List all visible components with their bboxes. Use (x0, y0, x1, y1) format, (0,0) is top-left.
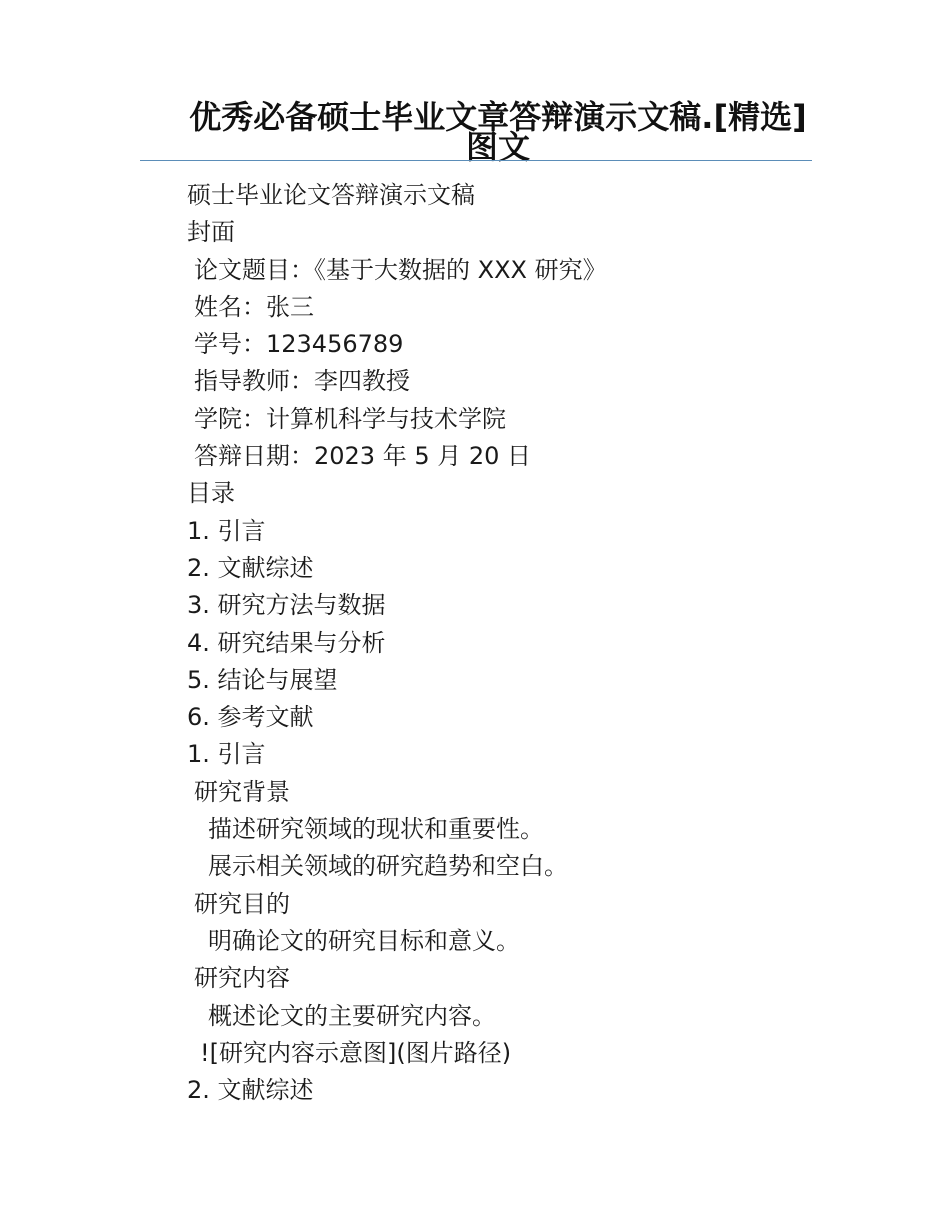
document-title: 优秀必备硕士毕业文章答辩演示文稿.[精选]图文 (189, 98, 807, 166)
cover-student-id: 学号：123456789 (194, 330, 404, 359)
subheading-content: 研究内容 (194, 964, 290, 993)
cover-defense-date: 答辩日期：2023 年 5 月 20 日 (194, 442, 532, 471)
section-heading-literature: 2. 文献综述 (187, 1076, 314, 1105)
section-heading-toc: 目录 (187, 479, 235, 508)
subheading-purpose: 研究目的 (194, 889, 290, 918)
cover-name: 姓名：张三 (194, 292, 314, 321)
cover-advisor: 指导教师：李四教授 (194, 367, 410, 396)
toc-item: 6. 参考文献 (187, 703, 314, 732)
toc-item: 1. 引言 (187, 516, 266, 545)
subtitle-line: 硕士毕业论文答辩演示文稿 (187, 181, 475, 209)
document-body (187, 177, 827, 1109)
toc-item: 3. 研究方法与数据 (187, 591, 386, 620)
body-text: 概述论文的主要研究内容。 (208, 1001, 496, 1030)
body-text: 明确论文的研究目标和意义。 (208, 926, 520, 955)
body-text: 描述研究领域的现状和重要性。 (208, 815, 544, 844)
toc-item: 5. 结论与展望 (187, 665, 338, 694)
toc-item: 4. 研究结果与分析 (187, 628, 386, 657)
title-underline (140, 160, 812, 161)
toc-item: 2. 文献综述 (187, 553, 314, 582)
subheading-background: 研究背景 (194, 777, 290, 806)
cover-school: 学院：计算机科学与技术学院 (194, 404, 506, 433)
image-placeholder-text: ![研究内容示意图](图片路径) (200, 1038, 512, 1067)
body-text: 展示相关领域的研究趋势和空白。 (208, 852, 568, 881)
section-heading-cover: 封面 (187, 218, 235, 247)
cover-thesis-title: 论文题目：《基于大数据的 XXX 研究》 (194, 255, 607, 284)
title-block (140, 98, 812, 166)
section-heading-intro: 1. 引言 (187, 740, 266, 769)
